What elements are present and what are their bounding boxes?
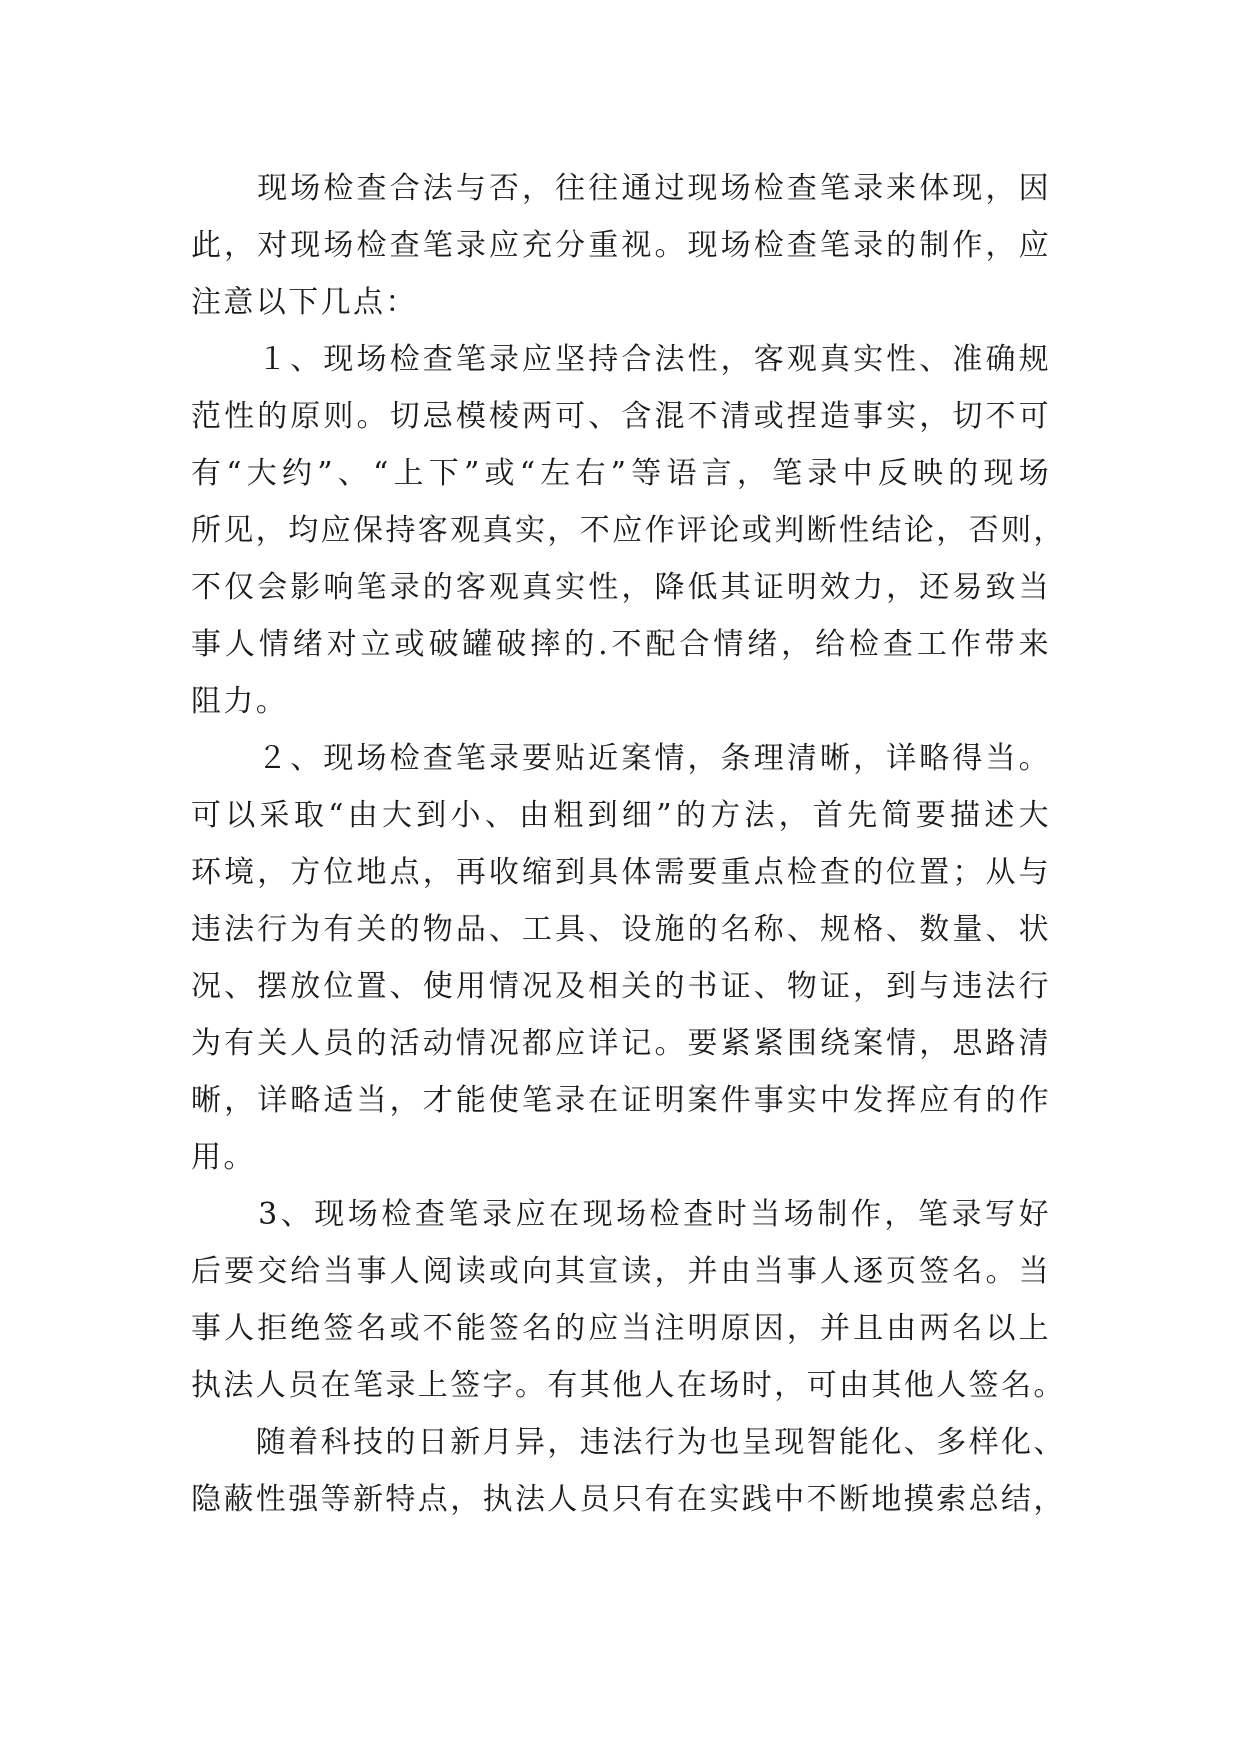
paragraph-conclusion: [191, 1414, 1066, 1528]
text-line: 不仅会影响笔录的客观真实性，降低其证明效力，还易致当: [191, 570, 1051, 605]
paragraph-point-1: [191, 331, 1066, 730]
text-line: ２、现场检查笔录要贴近案情，条理清晰，详略得当。: [191, 741, 1051, 776]
paragraph-point-3: [191, 1186, 1066, 1414]
text-line: 况、摆放位置、使用情况及相关的书证、物证，到与违法行: [191, 969, 1051, 1004]
text-line: 事人情绪对立或破罐破摔的.不配合情绪，给检查工作带来: [191, 627, 1051, 662]
text-line: 为有关人员的活动情况都应详记。要紧紧围绕案情，思路清: [191, 1026, 1051, 1061]
text-line: 违法行为有关的物品、工具、设施的名称、规格、数量、状: [191, 912, 1051, 947]
text-line: 执法人员在笔录上签字。有其他人在场时，可由其他人签名。: [191, 1368, 1066, 1403]
text-line: 阻力。: [191, 684, 289, 719]
text-line: 现场检查合法与否，往往通过现场检查笔录来体现，因: [191, 171, 1051, 206]
text-line: 所见，均应保持客观真实，不应作评论或判断性结论，否则，: [191, 513, 1066, 548]
text-line: 可以采取“由大到小、由粗到细”的方法，首先简要描述大: [191, 798, 1051, 833]
text-line: 晰，详略适当，才能使笔录在证明案件事实中发挥应有的作: [191, 1083, 1051, 1118]
text-line: 注意以下几点：: [191, 285, 418, 320]
text-line: 事人拒绝签名或不能签名的应当注明原因，并且由两名以上: [191, 1311, 1051, 1346]
text-line: 范性的原则。切忌模棱两可、含混不清或捏造事实，切不可: [191, 399, 1051, 434]
text-line: 有“大约”、“上下”或“左右”等语言，笔录中反映的现场: [191, 456, 1051, 491]
document-body: [191, 160, 1066, 1528]
text-line: 隐蔽性强等新特点，执法人员只有在实践中不断地摸索总结，: [191, 1482, 1066, 1517]
text-line: 用。: [191, 1140, 256, 1175]
text-line: １、现场检查笔录应坚持合法性，客观真实性、准确规: [191, 342, 1051, 377]
text-line: 环境，方位地点，再收缩到具体需要重点检查的位置；从与: [191, 855, 1051, 890]
text-line: 此，对现场检查笔录应充分重视。现场检查笔录的制作，应: [191, 228, 1051, 263]
paragraph-intro: [191, 160, 1051, 331]
text-line: 后要交给当事人阅读或向其宣读，并由当事人逐页签名。当: [191, 1254, 1051, 1289]
paragraph-point-2: [191, 730, 1051, 1186]
text-line: 随着科技的日新月异，违法行为也呈现智能化、多样化、: [191, 1425, 1066, 1460]
text-line: 3、现场检查笔录应在现场检查时当场制作，笔录写好: [191, 1197, 1051, 1232]
